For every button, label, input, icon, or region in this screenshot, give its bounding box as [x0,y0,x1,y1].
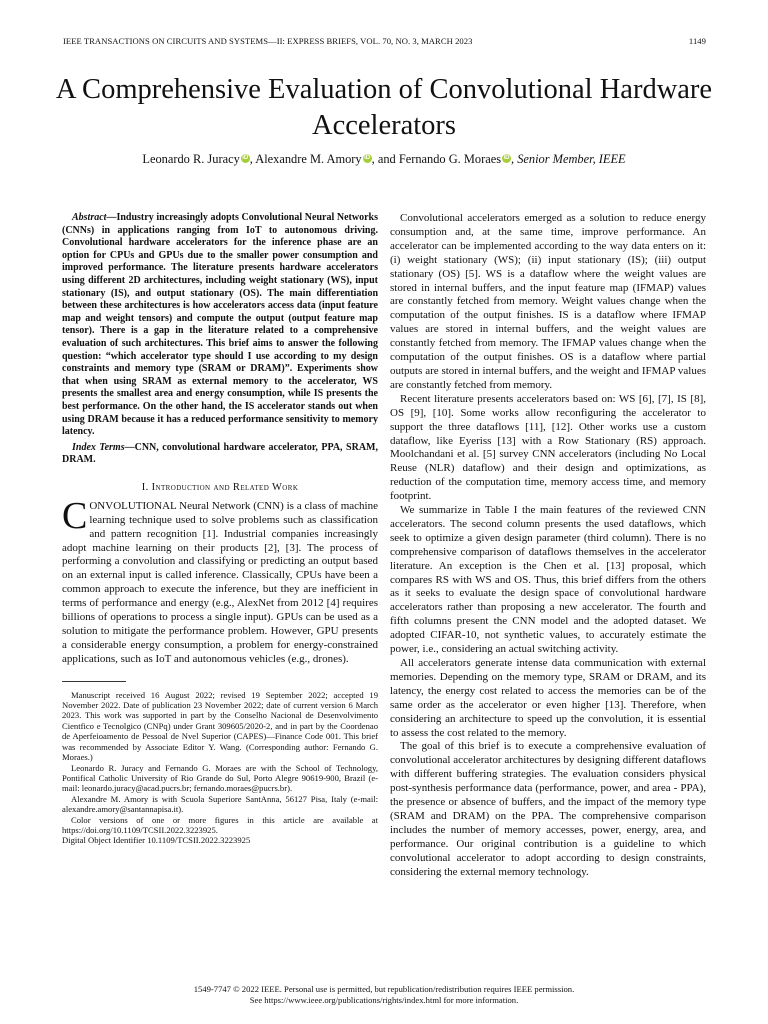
footnote-color[interactable]: Color versions of one or more figures in this article are available at https://doi.org/10.1109/TCSII.2022.3223925. [62,814,378,835]
author-separator: , and [371,152,399,166]
body-paragraph: All accelerators generate intense data communication with external memories. Depending on the memory type, SRAM or DRAM, and its latency, the energy cost related to access the memories can be of the same order as the accelerator or even higher [13]. Therefore, when considering an architecture to speed up the convolution, it is essential to assess the cost related to the memory. [390,657,706,739]
left-column [62,212,378,846]
section-number: I. [141,481,149,493]
intro-paragraph [62,494,378,667]
orcid-icon[interactable]: iD [364,155,371,161]
right-column [390,212,706,880]
drop-cap: C [62,494,88,537]
orcid-icon[interactable]: iD [242,155,249,161]
running-header [63,36,706,48]
copyright-line: 1549-7747 © 2022 IEEE. Personal use is permitted, but republication/redistribution requires IEEE permission. [193,984,575,994]
body-paragraph: The goal of this brief is to execute a comprehensive evaluation of convolutional accelerator architectures by designing different dataflows with different buffering strategies. The evaluation considers physical post-synthesis performance data (performance, power, and area - PPA), the presence or absence of buffers, and the impact of the memory type (SRAM and DRAM) on the PPA. The comprehensive comparison includes the number of memory accesses, power, energy, area, and performance. Our original contribution is a guideline to which convolutional accelerator to adopt according to design constraints, considering the external memory technology. [390,740,706,878]
footnote-manuscript: Manuscript received 16 August 2022; revised 19 September 2022; accepted 19 November 2022. Date of publication 23 November 2022; date of current version 6 March 2023. This work was supported in part by the Conselho Nacional de Desenvolvimento Cientfico e Tecnolgico (CNPq) under Grant 309605/2020-2, and in part by the Coordenao de Aperfeioamento de Pessoal de Nvel Superior (CAPES)—Finance Code 001. This brief was recommended by Associate Editor Y. Wang. (Corresponding author: Fernando G. Moraes.) [62,689,378,763]
author-name: Leonardo R. Juracy [142,152,240,166]
rights-link[interactable]: See https://www.ieee.org/publications/rights/index.html for more information. [249,995,519,1005]
footnote-affiliation: Leonardo R. Juracy and Fernando G. Moraes are with the School of Technology, Pontifical Catholic University of Rio Grande do Sul, Porto Alegre 90619-900, Brazil (e-mail: leonardo.juracy@acad.pucrs.br; fernando.moraes@pucrs.br). [62,762,378,794]
author-separator: , [249,152,256,166]
index-terms [62,442,378,467]
page-number: 1149 [688,36,706,46]
author-name: Fernando G. Moraes [398,152,502,166]
journal-header: IEEE TRANSACTIONS ON CIRCUITS AND SYSTEMS—II: EXPRESS BRIEFS, VOL. 70, NO. 3, MARCH 2023 [63,36,473,46]
body-paragraph: Recent literature presents accelerators based on: WS [6], [7], IS [8], OS [9], [10]. Some works allow reconfiguring the accelerator to support the three dataflows [11], [12]. Other works use a custom dataflow, like Eyeriss [13] with a Row Stationary (RS) approach. Moolchandani et al. [5] survey CNN accelerators (including No Local Reuse (NLR) dataflow) and their design and optimizations, as reduction of the computation time, memory access time, and memory footprint. [390,392,706,503]
orcid-icon[interactable]: iD [503,155,510,161]
footnotes [62,690,378,846]
abstract-text: —Industry increasingly adopts Convolutional Neural Networks (CNNs) in applications ranging from IoT to autonomous driving. Convolutional hardware accelerators for the inference phase are an option for CPUs and GPUs due to the smaller power consumption and improved performance. The literature presents hardware accelerators using different 2D architectures, including weight stationary (WS), input stationary (IS), and output stationary (OS). The main differentiation between these architectures is how accelerators access data (input feature map and weight tensors) and compute the output (output feature map tensor). There is a gap in the literature related to a comprehensive evaluation of such architectures. This brief aims to answer the following question: “which accelerator type should I use according to my design constraints and memory type (SRAM or DRAM)”. Experiments show that when using SRAM as external memory to the accelerator, WS presents the smallest area and energy consumption, while IS presents the best performance. On the other hand, the IS accelerator stands out when using DRAM because it has a reduced performance sensitivity to memory latency. [62,212,378,438]
abstract [62,212,378,439]
footnote-affiliation: Alexandre M. Amory is with Scuola Superiore SantAnna, 56127 Pisa, Italy (e-mail: alexandre.amory@santannapisa.it). [62,793,378,815]
intro-text: ONVOLUTIONAL Neural Network (CNN) is a class of machine learning technique used to solve problems such as classification and pattern recognition [1]. Industrial companies increasingly adopt machine learning on their products [2], [3]. The process of performing a convolution and classifying or predicting an output based on an external input is called inference. Classically, CPUs have been a common approach to execute the inference, but they are inefficient in terms of performance and energy (e.g., AlexNet from 2012 [4] requires billions of operations to process a single input). GPUs can be used as a solution to mitigate the performance problem. However, GPU presents a considerable energy consumption, a problem for energy-constrained applications, such as IoT and autonomous vehicles (e.g., drones). [62,499,378,665]
footnote-doi: Digital Object Identifier 10.1109/TCSII.2022.3223925 [62,835,251,846]
index-terms-text: —CNN, convolutional hardware accelerator, PPA, SRAM, DRAM. [62,441,378,466]
paper-title: A Comprehensive Evaluation of Convolutional Hardware Accelerators [55,74,713,141]
author-line [40,151,728,167]
section-heading [62,481,378,495]
index-terms-label: Index Terms [72,441,125,453]
body-paragraph: Convolutional accelerators emerged as a solution to reduce energy consumption and, at the same time, improve performance. An accelerator can be implemented according to the way data enters on it: (i) weight stationary (WS); (ii) input stationary (IS); (iii) output stationary (OS) [5]. WS is a dataflow where the weight values are stored in internal buffers, and the input feature map (IFMAP) values are constantly fetched from memory. Weight values change when the computation of the output finishes. IS is a dataflow where IFMAP values are stored in internal buffers, and the weight values are constantly fetched from memory. The IFMAP values change when the computation of the output finishes. OS is a dataflow where partial outputs are stored in internal buffers, and the weight and IFMAP values are constantly fetched from memory. [390,212,706,391]
abstract-label: Abstract [72,212,107,223]
author-name: Alexandre M. Amory [255,152,362,166]
body-paragraph: We summarize in Table I the main features of the reviewed CNN accelerators. The second column presents the used dataflows, which seek to optimize a given design parameter (third column). There is no comprehensive comparison of dataflows themselves in the accelerator literature. An exception is the Chen et al. [13] proposal, which compares RS with WS and OS. Thus, this brief differs from the others as it seeks to evaluate the design space of convolutional hardware accelerators rather than proposing a new accelerator. The fourth and fifth columns present the CNN model and the adopted dataset. We adopted CIFAR-10, not synthetic values, to accurately estimate the power, i.e., considering an actual switching activity. [390,504,706,656]
section-title: Introduction and Related Work [151,481,299,493]
copyright-footer [40,984,728,1006]
footnote-rule [62,681,126,682]
author-membership: , Senior Member, IEEE [511,152,626,166]
